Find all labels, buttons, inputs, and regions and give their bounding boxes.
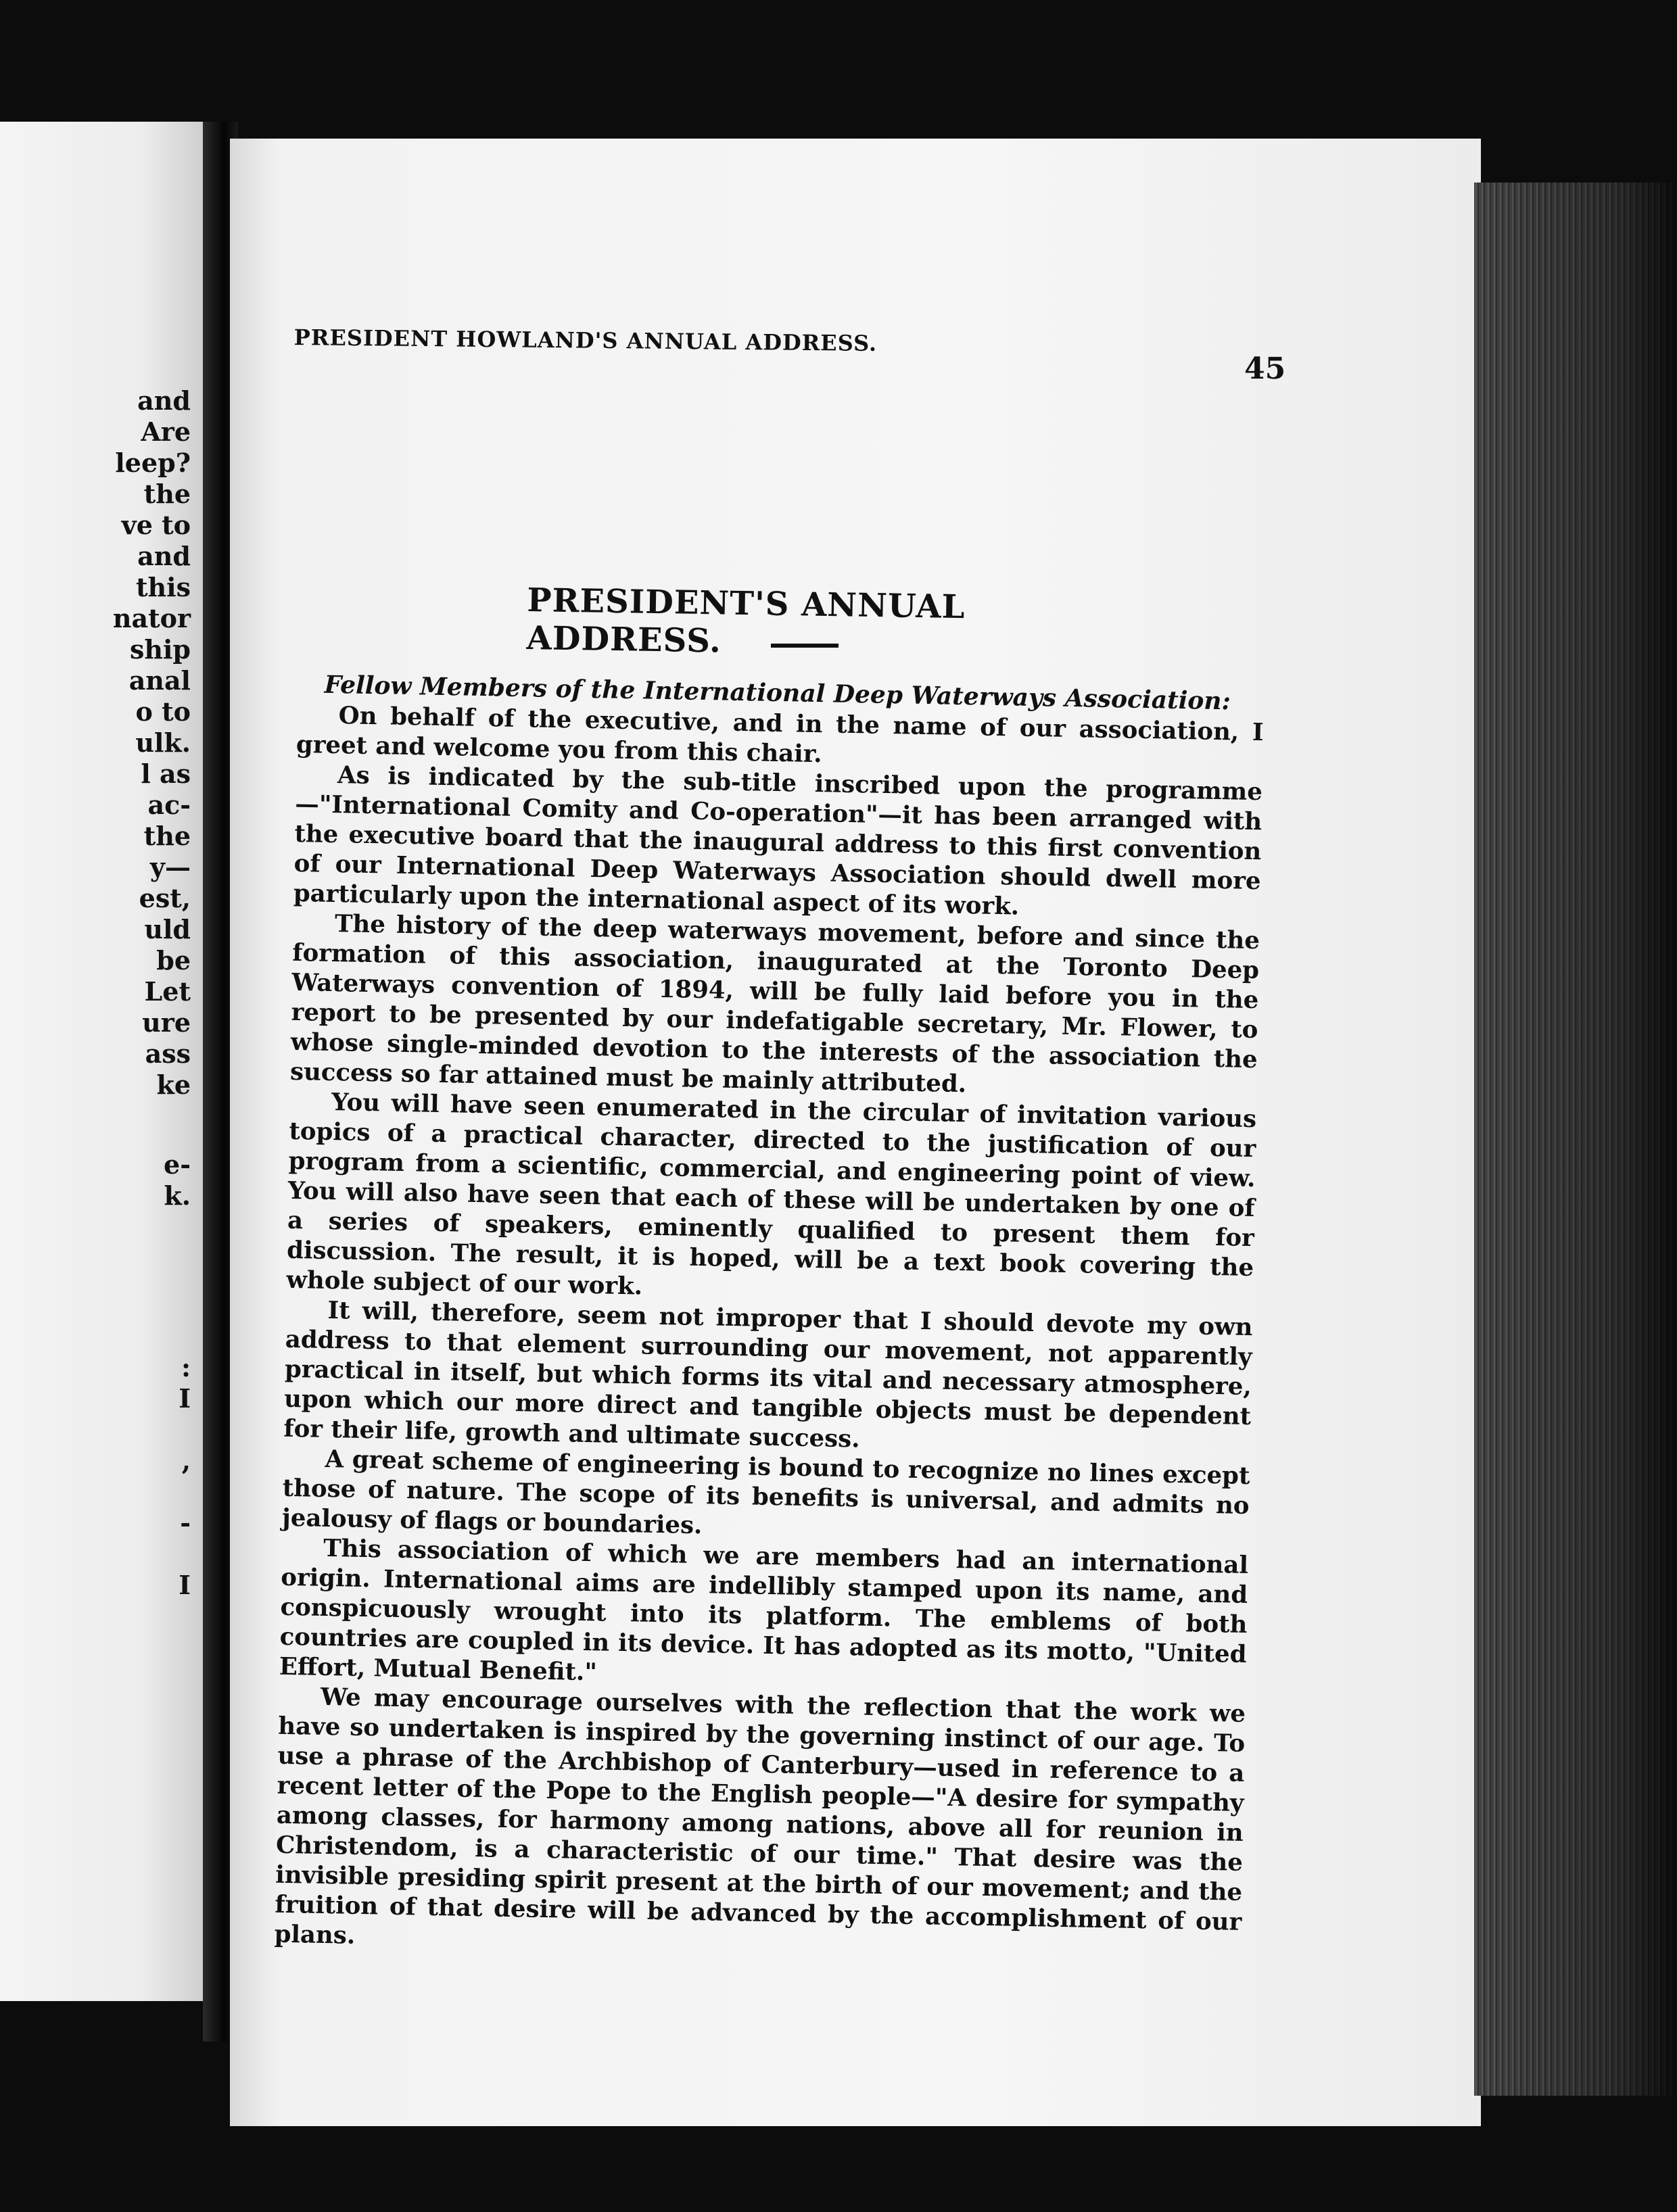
page-title: PRESIDENT'S ANNUAL ADDRESS. bbox=[526, 581, 966, 660]
left-page-fragment: and bbox=[137, 385, 191, 416]
left-page-fragment: l as bbox=[141, 759, 191, 789]
left-page-fragment: ass bbox=[145, 1038, 191, 1069]
left-page-fragment: Are bbox=[141, 416, 191, 447]
left-page-fragment: , bbox=[181, 1445, 191, 1476]
paragraph: The history of the deep waterways movement, before and since the formation of this association, inaugurated at the Toronto Deep Waterways convention of 1894, will be fully laid before you in the report to be presented by our indefatigable secretary, Mr. Flower, to whose single-minded devotion to the interests of the association the success so far attained must be mainly attributed. bbox=[289, 910, 1260, 1099]
title-rule bbox=[771, 644, 839, 648]
left-page-fragment: ure bbox=[142, 1007, 191, 1038]
running-head: PRESIDENT HOWLAND'S ANNUAL ADDRESS. bbox=[293, 324, 878, 357]
left-page-fragment: y— bbox=[149, 852, 191, 882]
page-number: 45 bbox=[1244, 352, 1286, 386]
paragraph: You will have seen enumerated in the circular of invitation various topics of a practical character, directed to the justification of our program from a scientific, commercial, and engineering point of view. You will also have seen that each of these will be undertaken by one of a series of speakers, eminently qualified to present them for discussion. The result, it is hoped, will be a text book covering the whole subject of our work. bbox=[286, 1088, 1257, 1301]
left-page-fragment: ke bbox=[156, 1069, 191, 1100]
paragraph: We may encourage ourselves with the reflection that the work we have so undertaken is inspired by the governing instinct of our age. To use a phrase of the Archbishop of Canterbury—used in reference to a recent letter of the Pope to the English people—"A desire for sympathy among classes, for harmony among nations, above all for reunion in Christendom, is a characteristic of our time." That desire was the invisible presiding spirit present at the birth of our movement; and the fruition of that desire will be advanced by the accomplishment of our plans. bbox=[274, 1683, 1246, 1950]
left-page-fragment: I bbox=[179, 1383, 191, 1414]
left-page-fragment: the bbox=[143, 479, 191, 509]
salutation: Fellow Members of the International Deep Waterways Association: bbox=[324, 670, 1231, 716]
left-page-fragment: Let bbox=[144, 976, 191, 1007]
address-body bbox=[274, 669, 1264, 1967]
left-page-fragment: and bbox=[137, 541, 191, 571]
left-page-fragment: leep? bbox=[115, 448, 191, 478]
left-page-fragment: k. bbox=[164, 1180, 191, 1211]
left-page-fragment: ulk. bbox=[135, 727, 191, 758]
paragraph: This association of which we are members had an international origin. International aims are indellibly stamped upon its name, and conspicuously wrought into its platform. The emblems of both countries are coupled in its device. It has adopted as its motto, "United Effort, Mutual Benefit." bbox=[279, 1534, 1249, 1687]
left-page-fragment: anal bbox=[128, 665, 191, 696]
page-edges-shadow bbox=[1474, 183, 1677, 2096]
left-page-fragment: est, bbox=[139, 883, 191, 913]
left-page-fragment: - bbox=[180, 1508, 191, 1538]
paragraph: On behalf of the executive, and in the name of our association, I greet and welcome you from this chair. bbox=[296, 702, 1264, 769]
paragraph: As is indicated by the sub-title inscribed upon the programme—"International Comity and Co-operation"—it has been arranged with the executive board that the inaugural address to this first convention of our International Deep Waterways Association should dwell more particularly upon the international aspect of its work. bbox=[293, 761, 1263, 921]
paragraph: A great scheme of engineering is bound to recognize no lines except those of nature. The scope of its benefits is universal, and admits no jealousy of flags or boundaries. bbox=[281, 1445, 1250, 1540]
left-page-fragment: nator bbox=[112, 603, 191, 633]
left-page-fragment: : bbox=[181, 1352, 191, 1382]
left-page-fragment: ship bbox=[129, 634, 191, 665]
left-page-fragment: ve to bbox=[121, 510, 191, 540]
left-page-fragment: be bbox=[156, 945, 191, 976]
left-page-fragment: ac- bbox=[147, 790, 191, 820]
left-page-fragment: e- bbox=[164, 1149, 191, 1180]
left-page-fragment: uld bbox=[144, 914, 191, 944]
left-page-fragment: this bbox=[135, 572, 191, 602]
facing-page-left bbox=[0, 122, 203, 2001]
left-page-fragment: the bbox=[143, 821, 191, 851]
left-page-fragment: I bbox=[179, 1570, 191, 1600]
left-page-fragment: o to bbox=[135, 696, 191, 727]
paragraph: It will, therefore, seem not improper that I should devote my own address to that element surrounding our movement, not apparently practical in itself, but which forms its vital and necessary atmosphere, upon which our more direct and tangible objects must be dependent for their life, growth and ultimate success. bbox=[283, 1296, 1253, 1453]
